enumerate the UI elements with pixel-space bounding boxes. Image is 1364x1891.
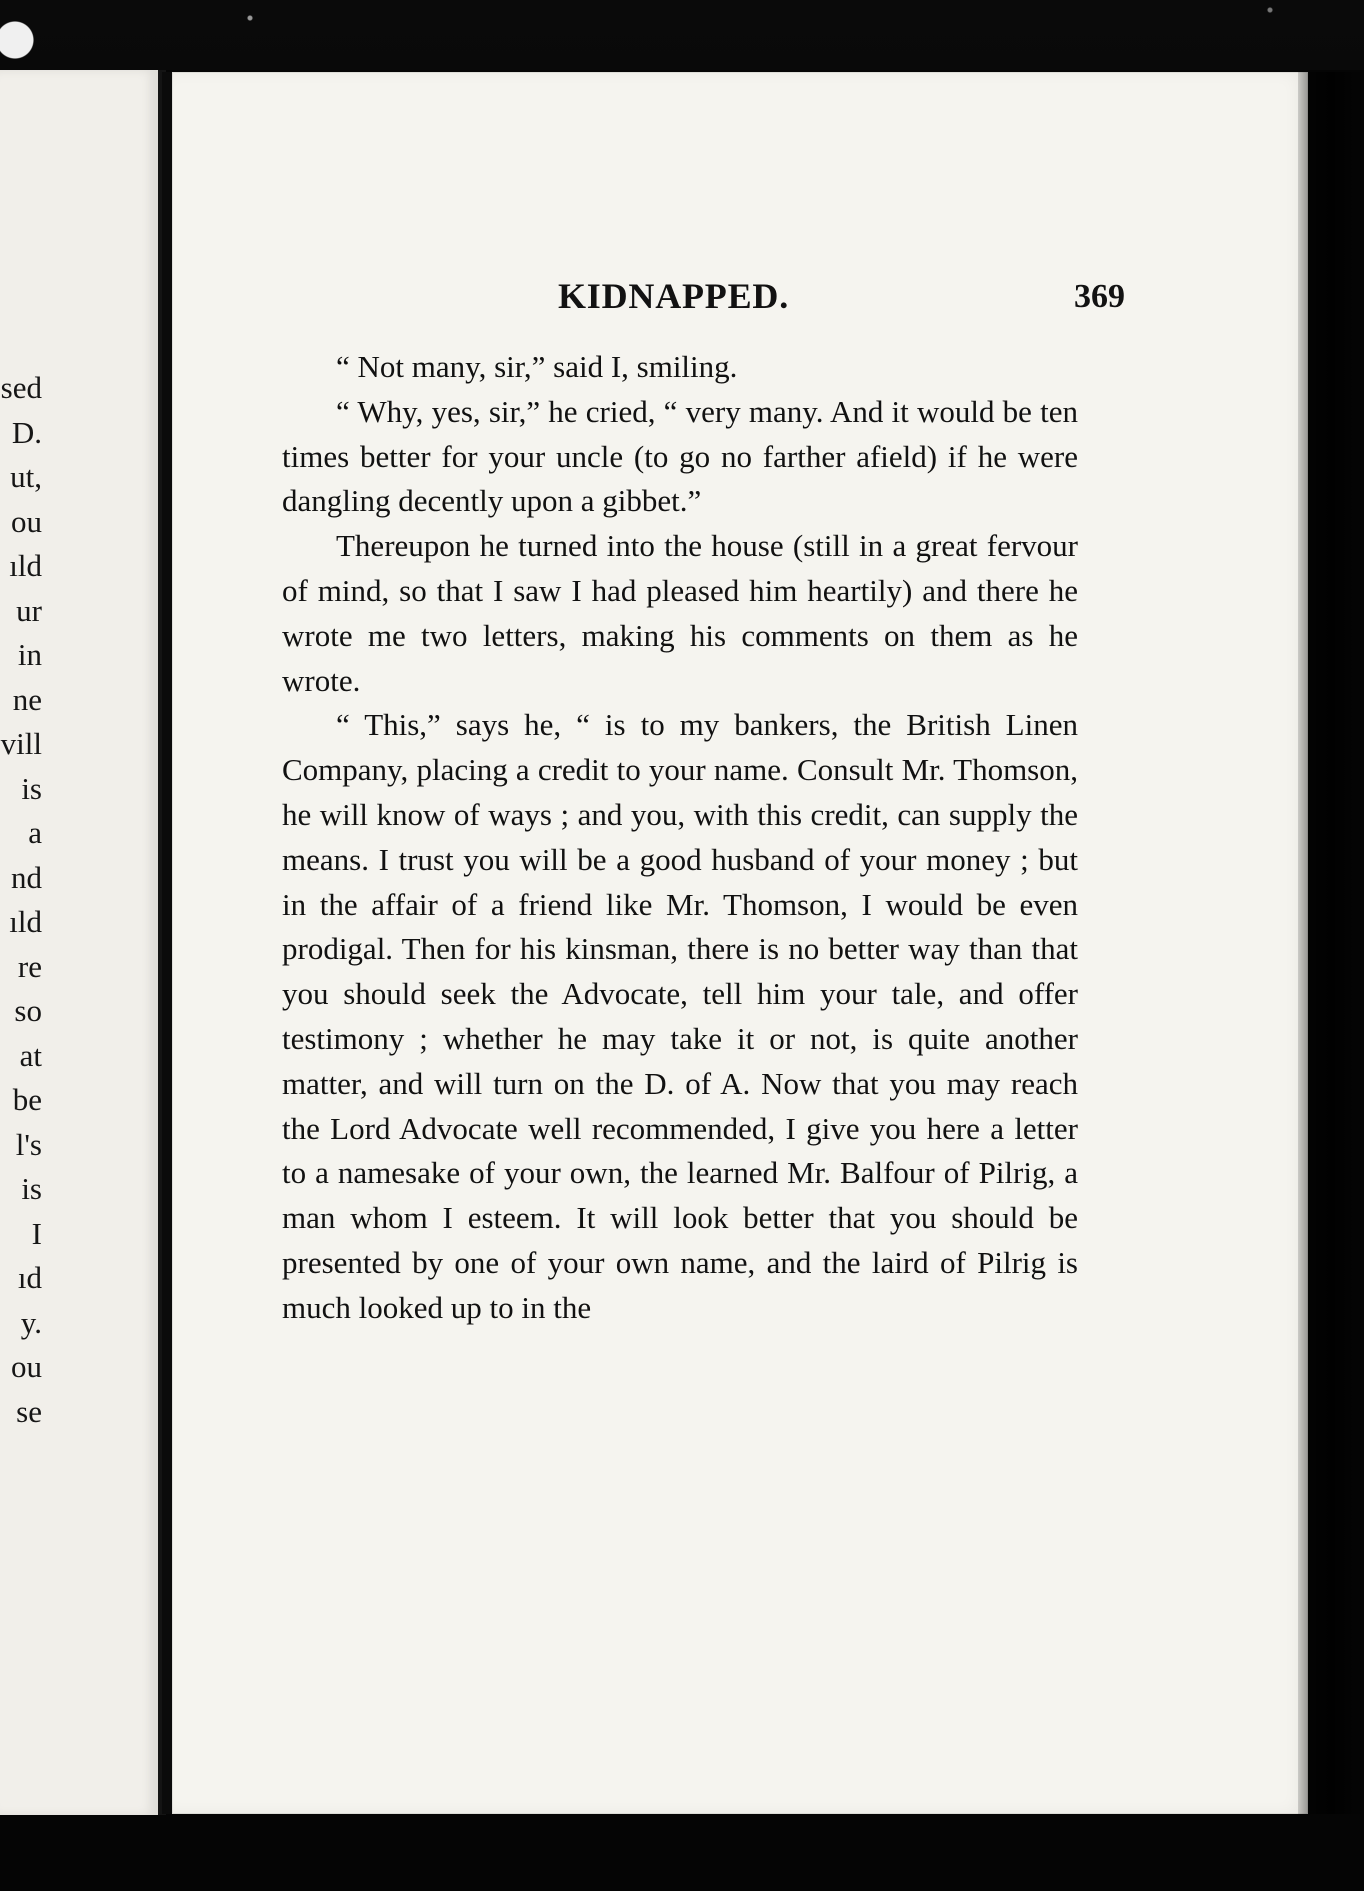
left-margin-word: nd <box>11 859 42 895</box>
page-number: 369 <box>1074 278 1125 315</box>
left-margin-word: ıd <box>17 1260 42 1295</box>
running-title: KIDNAPPED. <box>558 276 789 316</box>
left-margin-word: be <box>12 1082 42 1117</box>
left-page-cropped-text <box>0 366 42 1434</box>
book-page <box>162 72 1308 1814</box>
left-margin-word: is <box>21 770 42 806</box>
left-margin-word: ut, <box>10 459 42 494</box>
left-margin-word: y. <box>20 1304 42 1340</box>
left-margin-word: ou <box>11 503 42 539</box>
scan-bottom-border <box>0 1815 1364 1891</box>
left-margin-word: se <box>16 1393 42 1429</box>
left-margin-word: so <box>14 993 42 1028</box>
left-facing-page <box>0 70 166 1815</box>
left-margin-word: vill <box>0 726 42 761</box>
left-margin-word: at <box>19 1037 42 1073</box>
left-margin-word: re <box>17 948 42 984</box>
left-margin-word: ne <box>12 681 42 717</box>
left-margin-word: D. <box>11 414 42 450</box>
paragraph-4: “ This,” says he, “ is to my bankers, the British Linen Company, placing a credit to your name. Consult Mr. Thomson, he will know of ways ; and you, with this credit, can supply the means. I trust you will be a good husband of your money ; but in the affair of a friend like Mr. Thomson, I would be even prodigal. Then for his kinsman, there is no better way than that you should seek the Advocate, tell him your tale, and offer testimony ; whether he may take it or not, is quite another matter, and will turn on the D. of A. Now that you may reach the Lord Advocate well recommended, I give you here a letter to a namesake of your own, the learned Mr. Balfour of Pilrig, a man whom I esteem. It will look better that you should be presented by one of your own name, and the laird of Pilrig is much looked up to in the <box>282 707 1078 1325</box>
left-margin-word: a <box>28 815 42 850</box>
paragraph-1: “ Not many, sir,” said I, smiling. <box>336 349 738 384</box>
left-margin-word: in <box>17 637 42 672</box>
scan-top-border <box>0 0 1364 70</box>
left-margin-word: is <box>21 1171 42 1206</box>
left-margin-word: l's <box>15 1126 42 1162</box>
left-margin-word: I <box>31 1215 42 1251</box>
left-margin-word: ou <box>11 1349 42 1384</box>
left-margin-word: ıld <box>9 548 42 583</box>
page-header <box>172 275 1308 317</box>
left-margin-word: ıld <box>9 904 42 939</box>
left-margin-word: sed <box>0 370 42 405</box>
paragraph-2: “ Why, yes, sir,” he cried, “ very many. And it would be ten times better for your uncle (to go no farther afield) if he were dangling decently upon a gibbet.” <box>282 393 1078 519</box>
left-margin-word: ur <box>16 592 42 628</box>
paragraph-3: Thereupon he turned into the house (still in a great fervour of mind, so that I saw I had pleased him heartily) and there he wrote me two letters, making his comments on them as he wrote. <box>282 528 1078 698</box>
book-text-block <box>282 345 1078 1331</box>
right-scan-shadow <box>1298 72 1364 1814</box>
